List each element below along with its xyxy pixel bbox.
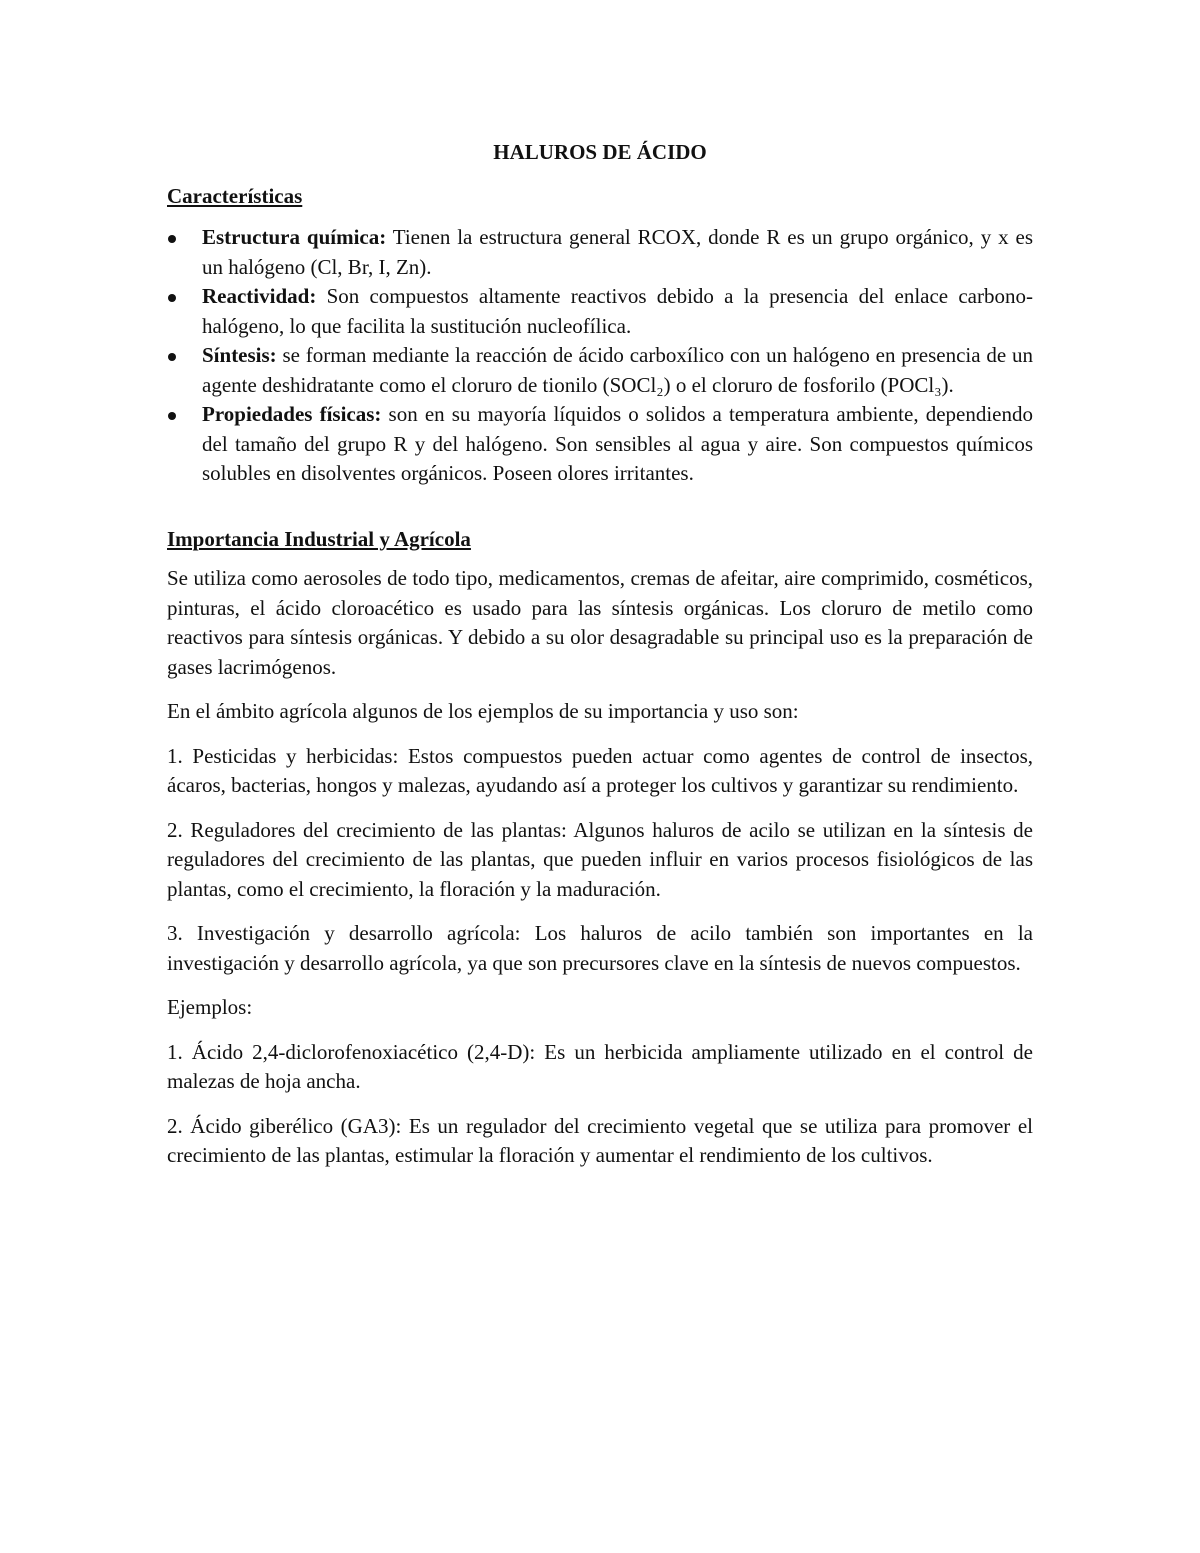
bullet-icon	[168, 353, 176, 361]
paragraph-pesticidas: 1. Pesticidas y herbicidas: Estos compuestos pueden actuar como agentes de control de insectos, ácaros, bacterias, hongos y malezas, ayudando así a proteger los cultivos y garantizar su rendimiento.	[167, 743, 1033, 797]
paragraph-reguladores: 2. Reguladores del crecimiento de las plantas: Algunos haluros de acilo se utilizan en la síntesis de reguladores del crecimiento de las plantas, que pueden influir en varios procesos fisiológicos de las plantas, como el crecimiento, la floración y la maduración.	[167, 817, 1033, 901]
list-item	[167, 341, 1033, 400]
paragraph-ejemplos-label: Ejemplos:	[167, 995, 253, 1019]
item-term: Propiedades físicas:	[202, 402, 382, 426]
paragraph-intro-agricola: En el ámbito agrícola algunos de los ejemplos de su importancia y uso son:	[167, 699, 799, 723]
paragraph-ejemplo-ga3: 2. Ácido giberélico (GA3): Es un regulador del crecimiento vegetal que se utiliza para promover el crecimiento de las plantas, estimular la floración y aumentar el rendimiento de los cultivos.	[167, 1113, 1033, 1167]
bullet-icon	[168, 294, 176, 302]
bullet-icon	[168, 235, 176, 243]
paragraph-ejemplo-24d: 1. Ácido 2,4-diclorofenoxiacético (2,4-D): Es un herbicida ampliamente utilizado en el control de malezas de hoja ancha.	[167, 1039, 1033, 1093]
item-text: Tienen la estructura general RCOX, donde R es un grupo orgánico, y x es un halógeno (Cl, Br, I, Zn).	[202, 225, 1033, 279]
document-title: HALUROS DE ÁCIDO	[493, 140, 707, 164]
item-term: Síntesis:	[202, 343, 277, 367]
item-text: Son compuestos altamente reactivos debido a la presencia del enlace carbono-halógeno, lo que facilita la sustitución nucleofílica.	[202, 284, 1033, 338]
list-item	[167, 223, 1033, 282]
features-list	[167, 223, 1033, 489]
document-page	[167, 138, 1033, 1186]
item-text: son en su mayoría líquidos o solidos a temperatura ambiente, dependiendo del tamaño del grupo R y del halógeno. Son sensibles al agua y aire. Son compuestos químicos solubles en disolventes orgánicos. Poseen olores irritantes.	[202, 402, 1034, 485]
list-item	[167, 400, 1033, 489]
section-heading-caracteristicas: Características	[167, 183, 303, 208]
item-term: Reactividad:	[202, 284, 317, 308]
item-text: se forman mediante la reacción de ácido carboxílico con un halógeno en presencia de un agente deshidratante como el cloruro de tionilo (SOCl₂) o el cloruro de fosforilo (POCl₃).	[202, 343, 1033, 397]
paragraph-investigacion: 3. Investigación y desarrollo agrícola: Los haluros de acilo también son importantes en la investigación y desarrollo agrícola, ya que son precursores clave en la síntesis de nuevos compuestos.	[167, 921, 1033, 975]
item-term: Estructura química:	[202, 225, 387, 249]
paragraph-uses: Se utiliza como aerosoles de todo tipo, medicamentos, cremas de afeitar, aire comprimido, cosméticos, pinturas, el ácido cloroacético es usado para las síntesis orgánicas. Los cloruro de metilo como reactivos para síntesis orgánicas. Y debido a su olor desagradable su principal uso es la preparación de gases lacrimógenos.	[167, 566, 1033, 679]
list-item	[167, 282, 1033, 341]
section-heading-importancia: Importancia Industrial y Agrícola	[167, 526, 471, 551]
bullet-icon	[168, 412, 176, 420]
